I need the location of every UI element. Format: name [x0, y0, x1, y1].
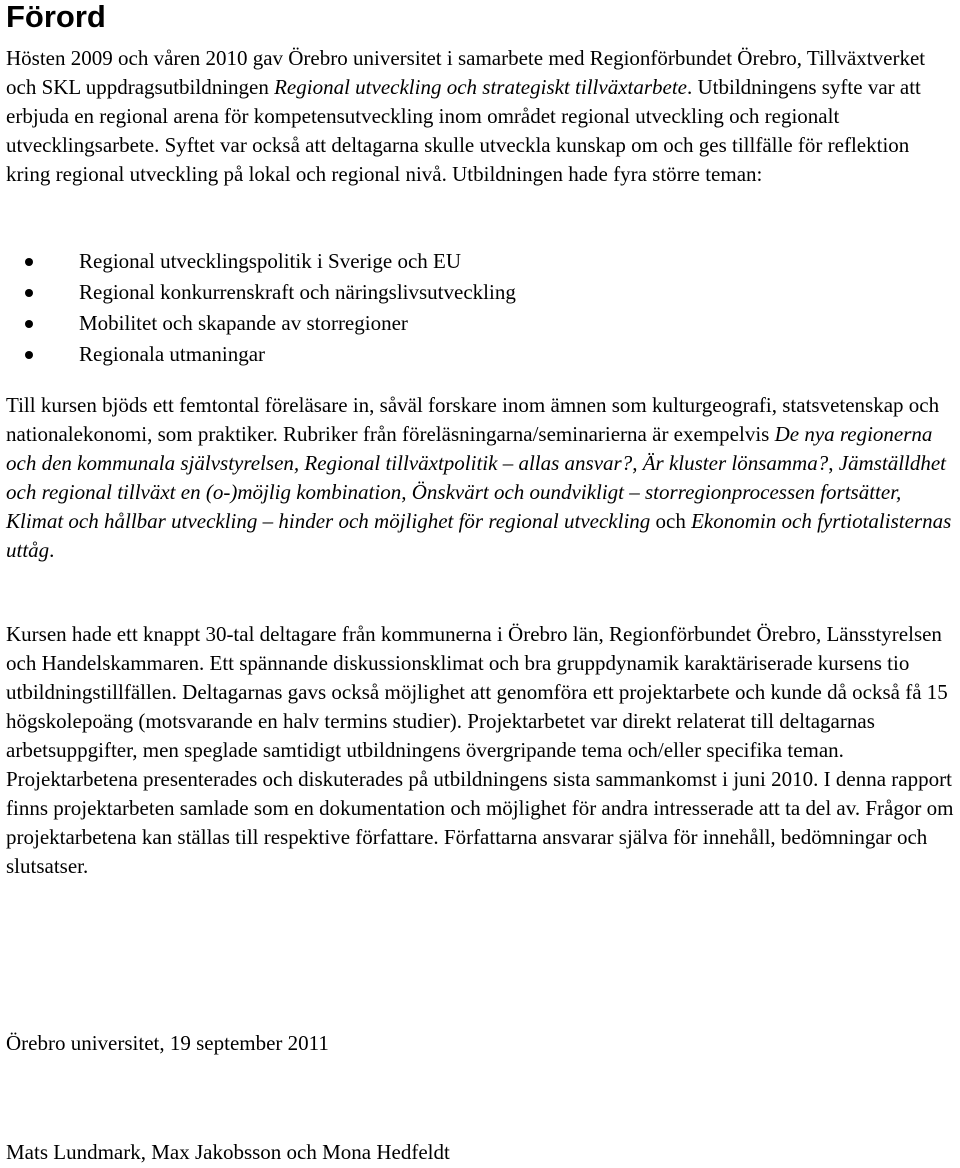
intro-text-a: Hösten 2009 och våren 2010 gav Örebro universitet i samarbete med Regionförbundet Örebro, Tillväxtverket och SKL uppdragsutbildningen — [6, 46, 926, 99]
participants-paragraph: Kursen hade ett knappt 30-tal deltagare från kommunerna i Örebro län, Regionförbundet Örebro, Länsstyrelsen och Handelskammaren. Ett spännande diskussionsklimat och bra gruppdynamik karaktäriserade kursens tio utbildningstillfällen. Deltagarnas gavs också möjlighet att genomföra ett projektarbete och kunde då också få 15 högskolepoäng (motsvarande en halv termins studier). Projektarbetet var direkt relaterat till deltagarnas arbetsuppgifter, men speglade samtidigt utbildningens övergripande tema och/eller specifika teman. Projektarbetena presenterades och diskuterades på utbildningens sista sammankomst i juni 2010. I denna rapport finns projektarbeten samlade som en dokumentation och möjlighet för andra intresserade att ta del av. Frågor om projektarbetena kan ställas till respektive författare. Författarna ansvarar själva för innehåll, bedömningar och slutsatser. — [6, 622, 954, 878]
list-item: Mobilitet och skapande av storregioner — [6, 308, 946, 339]
list-item: Regional utvecklingspolitik i Sverige och EU — [6, 246, 946, 277]
intro-course-title: Regional utveckling och strategiskt tillväxtarbete — [274, 75, 687, 99]
intro-paragraph — [6, 44, 958, 189]
lecturers-paragraph: Till kursen bjöds ett femtontal föreläsare in, såväl forskare inom ämnen som kulturgeografi, statsvetenskap och nationalekonomi, som praktiker. Rubriker från föreläsningarna/seminarierna är exempelvis De nya regionerna och den kommunala självstyrelsen, Regional tillväxtpolitik – allas ansvar?, Är kluster lönsamma?, Jämställdhet och regional tillväxt en (o-)möjlig kombination, Önskvärt och oundvikligt – storregionprocessen fortsätter, Klimat och hållbar utveckling – hinder och möjlighet för regional utveckling och Ekonomin och fyrtiotalisternas uttåg. — [6, 393, 952, 562]
bullet-icon — [25, 351, 33, 359]
place-date: Örebro universitet, 19 september 2011 — [6, 1031, 329, 1055]
list-item: Regionala utmaningar — [6, 339, 946, 370]
bullet-icon — [25, 289, 33, 297]
seminar-titles-1: De nya regionerna och den kommunala självstyrelsen, Regional tillväxtpolitik – allas ansvar?, Är kluster lönsamma? — [6, 422, 933, 475]
intro-text-c: . Utbildningens syfte var att erbjuda en regional arena för kompetensutveckling inom området regional utveckling och regionalt utvecklingsarbete. Syftet var också att deltagarna skulle utveckla kunskap om och ges tillfälle för reflektion kring regional utveckling på lokal och regional nivå. — [6, 75, 921, 186]
intro-text-d: Utbildningen hade fyra större teman: — [446, 162, 763, 186]
bullet-icon — [25, 320, 33, 328]
themes-list — [6, 246, 946, 370]
list-item: Regional konkurrenskraft och näringslivsutveckling — [6, 277, 946, 308]
page-title: Förord — [6, 0, 106, 34]
signatories: Mats Lundmark, Max Jakobsson och Mona Hedfeldt — [6, 1140, 450, 1164]
seminar-titles-3: Ekonomin och fyrtiotalisternas uttåg — [6, 509, 952, 562]
bullet-icon — [25, 258, 33, 266]
seminar-titles-2: Jämställdhet och regional tillväxt en (o-)möjlig kombination, Önskvärt och oundvikligt – storregionprocessen fortsätter, Klimat och hållbar utveckling – hinder och möjlighet för regional utveckling — [6, 451, 947, 533]
